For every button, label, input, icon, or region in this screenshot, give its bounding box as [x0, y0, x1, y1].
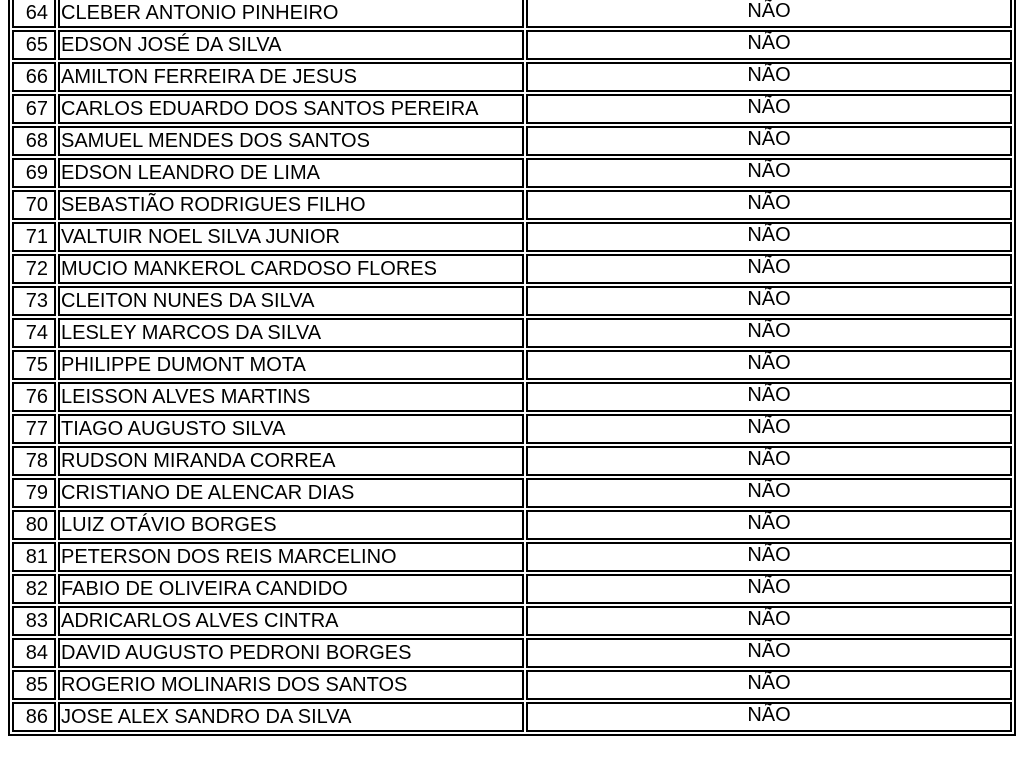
table-row [12, 510, 1012, 540]
table-row [12, 158, 1012, 188]
row-name: CLEITON NUNES DA SILVA [58, 286, 524, 316]
row-number: 76 [12, 382, 56, 412]
row-name: MUCIO MANKEROL CARDOSO FLORES [58, 254, 524, 284]
row-name: CLEBER ANTONIO PINHEIRO [58, 0, 524, 28]
row-value: NÃO [526, 318, 1012, 348]
row-number: 78 [12, 446, 56, 476]
row-name: LUIZ OTÁVIO BORGES [58, 510, 524, 540]
row-number: 71 [12, 222, 56, 252]
row-name: PETERSON DOS REIS MARCELINO [58, 542, 524, 572]
row-value: NÃO [526, 606, 1012, 636]
row-name: LEISSON ALVES MARTINS [58, 382, 524, 412]
row-name: CARLOS EDUARDO DOS SANTOS PEREIRA [58, 94, 524, 124]
row-name: DAVID AUGUSTO PEDRONI BORGES [58, 638, 524, 668]
table-row [12, 286, 1012, 316]
row-number: 82 [12, 574, 56, 604]
row-name: ROGERIO MOLINARIS DOS SANTOS [58, 670, 524, 700]
row-name: RUDSON MIRANDA CORREA [58, 446, 524, 476]
row-number: 64 [12, 0, 56, 28]
row-name: SAMUEL MENDES DOS SANTOS [58, 126, 524, 156]
row-number: 65 [12, 30, 56, 60]
table-row [12, 414, 1012, 444]
row-number: 81 [12, 542, 56, 572]
row-value: NÃO [526, 158, 1012, 188]
table-row [12, 574, 1012, 604]
row-name: EDSON LEANDRO DE LIMA [58, 158, 524, 188]
row-name: TIAGO AUGUSTO SILVA [58, 414, 524, 444]
row-number: 70 [12, 190, 56, 220]
row-number: 79 [12, 478, 56, 508]
row-number: 69 [12, 158, 56, 188]
row-value: NÃO [526, 702, 1012, 732]
table-row [12, 638, 1012, 668]
table-row [12, 94, 1012, 124]
row-value: NÃO [526, 190, 1012, 220]
row-value: NÃO [526, 542, 1012, 572]
table-body [12, 0, 1012, 732]
table-row [12, 62, 1012, 92]
row-number: 66 [12, 62, 56, 92]
row-name: LESLEY MARCOS DA SILVA [58, 318, 524, 348]
table-row [12, 222, 1012, 252]
table-row [12, 0, 1012, 28]
row-value: NÃO [526, 638, 1012, 668]
row-name: JOSE ALEX SANDRO DA SILVA [58, 702, 524, 732]
row-value: NÃO [526, 478, 1012, 508]
row-value: NÃO [526, 62, 1012, 92]
row-number: 75 [12, 350, 56, 380]
row-value: NÃO [526, 30, 1012, 60]
table-row [12, 606, 1012, 636]
row-value: NÃO [526, 0, 1012, 28]
row-value: NÃO [526, 510, 1012, 540]
row-number: 85 [12, 670, 56, 700]
row-value: NÃO [526, 222, 1012, 252]
row-number: 77 [12, 414, 56, 444]
table-row [12, 350, 1012, 380]
row-value: NÃO [526, 350, 1012, 380]
row-number: 74 [12, 318, 56, 348]
table-row [12, 702, 1012, 732]
table-row [12, 542, 1012, 572]
row-number: 67 [12, 94, 56, 124]
table-row [12, 126, 1012, 156]
row-value: NÃO [526, 446, 1012, 476]
participants-table [8, 0, 1016, 736]
row-number: 86 [12, 702, 56, 732]
row-name: AMILTON FERREIRA DE JESUS [58, 62, 524, 92]
row-value: NÃO [526, 126, 1012, 156]
table-row [12, 382, 1012, 412]
table-row [12, 190, 1012, 220]
table-row [12, 670, 1012, 700]
row-value: NÃO [526, 670, 1012, 700]
table-row [12, 30, 1012, 60]
row-name: CRISTIANO DE ALENCAR DIAS [58, 478, 524, 508]
row-name: VALTUIR NOEL SILVA JUNIOR [58, 222, 524, 252]
table-row [12, 318, 1012, 348]
row-number: 72 [12, 254, 56, 284]
table-row [12, 254, 1012, 284]
row-value: NÃO [526, 254, 1012, 284]
row-value: NÃO [526, 414, 1012, 444]
row-name: EDSON JOSÉ DA SILVA [58, 30, 524, 60]
table-row [12, 446, 1012, 476]
row-name: PHILIPPE DUMONT MOTA [58, 350, 524, 380]
row-number: 68 [12, 126, 56, 156]
row-number: 73 [12, 286, 56, 316]
row-name: SEBASTIÃO RODRIGUES FILHO [58, 190, 524, 220]
row-value: NÃO [526, 382, 1012, 412]
row-value: NÃO [526, 94, 1012, 124]
document-table-container [8, 0, 1016, 736]
row-name: ADRICARLOS ALVES CINTRA [58, 606, 524, 636]
row-number: 80 [12, 510, 56, 540]
table-row [12, 478, 1012, 508]
row-value: NÃO [526, 574, 1012, 604]
row-number: 84 [12, 638, 56, 668]
row-name: FABIO DE OLIVEIRA CANDIDO [58, 574, 524, 604]
row-value: NÃO [526, 286, 1012, 316]
row-number: 83 [12, 606, 56, 636]
